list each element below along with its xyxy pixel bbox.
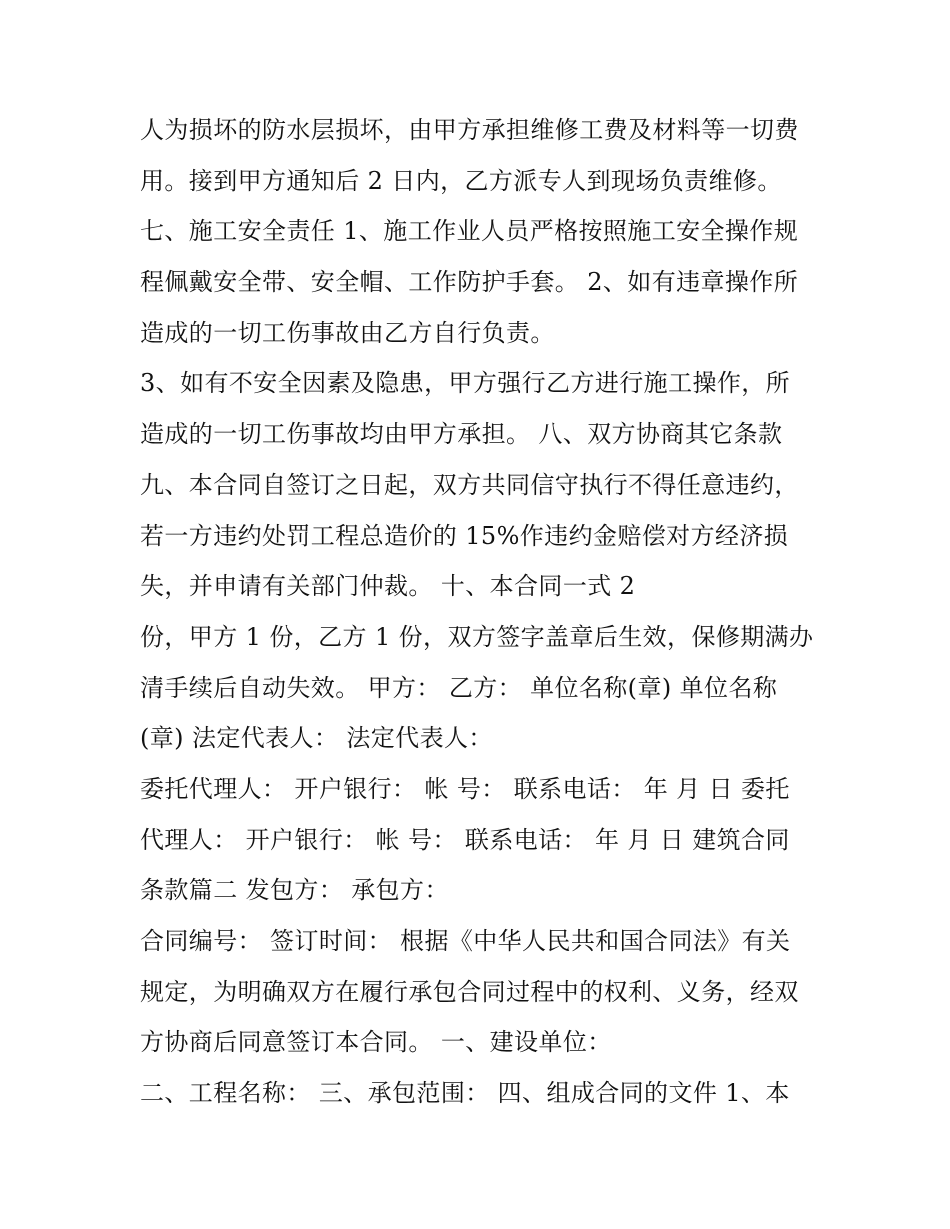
text-line: 若一方违约处罚工程总造价的 15%作违约金赔偿对方经济损 [140, 521, 789, 550]
text-line: 方协商后同意签订本合同。 一、建设单位： [140, 1028, 612, 1057]
text-line: 人为损坏的防水层损坏，由甲方承担维修工费及材料等一切费 [140, 116, 799, 144]
text-line: 份，甲方 1 份，乙方 1 份，双方签字盖章后生效，保修期满办 [140, 622, 814, 651]
text-line: (章) 法定代表人： 法定代表人： [140, 724, 493, 753]
text-line: 3、如有不安全因素及隐患，甲方强行乙方进行施工操作，所 [140, 369, 791, 398]
text-line: 清手续后自动失效。 甲方： 乙方： 单位名称(章) 单位名称 [140, 673, 778, 702]
text-line: 失，并申请有关部门仲裁。 十、本合同一式 2 [140, 572, 636, 601]
text-line: 代理人： 开户银行： 帐 号： 联系电话： 年 月 日 建筑合同 [140, 825, 790, 854]
text-line: 九、本合同自签订之日起，双方共同信守执行不得任意违约， [140, 470, 799, 499]
text-line: 造成的一切工伤事故由乙方自行负责。 [140, 318, 555, 347]
text-line: 合同编号： 签订时间： 根据《中华人民共和国合同法》有关 [140, 927, 791, 955]
text-line: 二、工程名称： 三、承包范围： 四、组成合同的文件 1、本 [140, 1079, 790, 1108]
text-line: 委托代理人： 开户银行： 帐 号： 联系电话： 年 月 日 委托 [140, 774, 790, 803]
text-line: 造成的一切工伤事故均由甲方承担。 八、双方协商其它条款 [140, 420, 783, 449]
text-line: 条款篇二 发包方： 承包方： [140, 876, 449, 905]
document-body [140, 105, 820, 1119]
text-line: 七、施工安全责任 1、施工作业人员严格按照施工安全操作规 [140, 217, 799, 246]
text-line: 用。接到甲方通知后 2 日内，乙方派专人到现场负责维修。 [140, 166, 782, 195]
text-line: 规定，为明确双方在履行承包合同过程中的权利、义务，经双 [140, 977, 799, 1006]
text-line: 程佩戴安全带、安全帽、工作防护手套。 2、如有违章操作所 [140, 268, 799, 297]
